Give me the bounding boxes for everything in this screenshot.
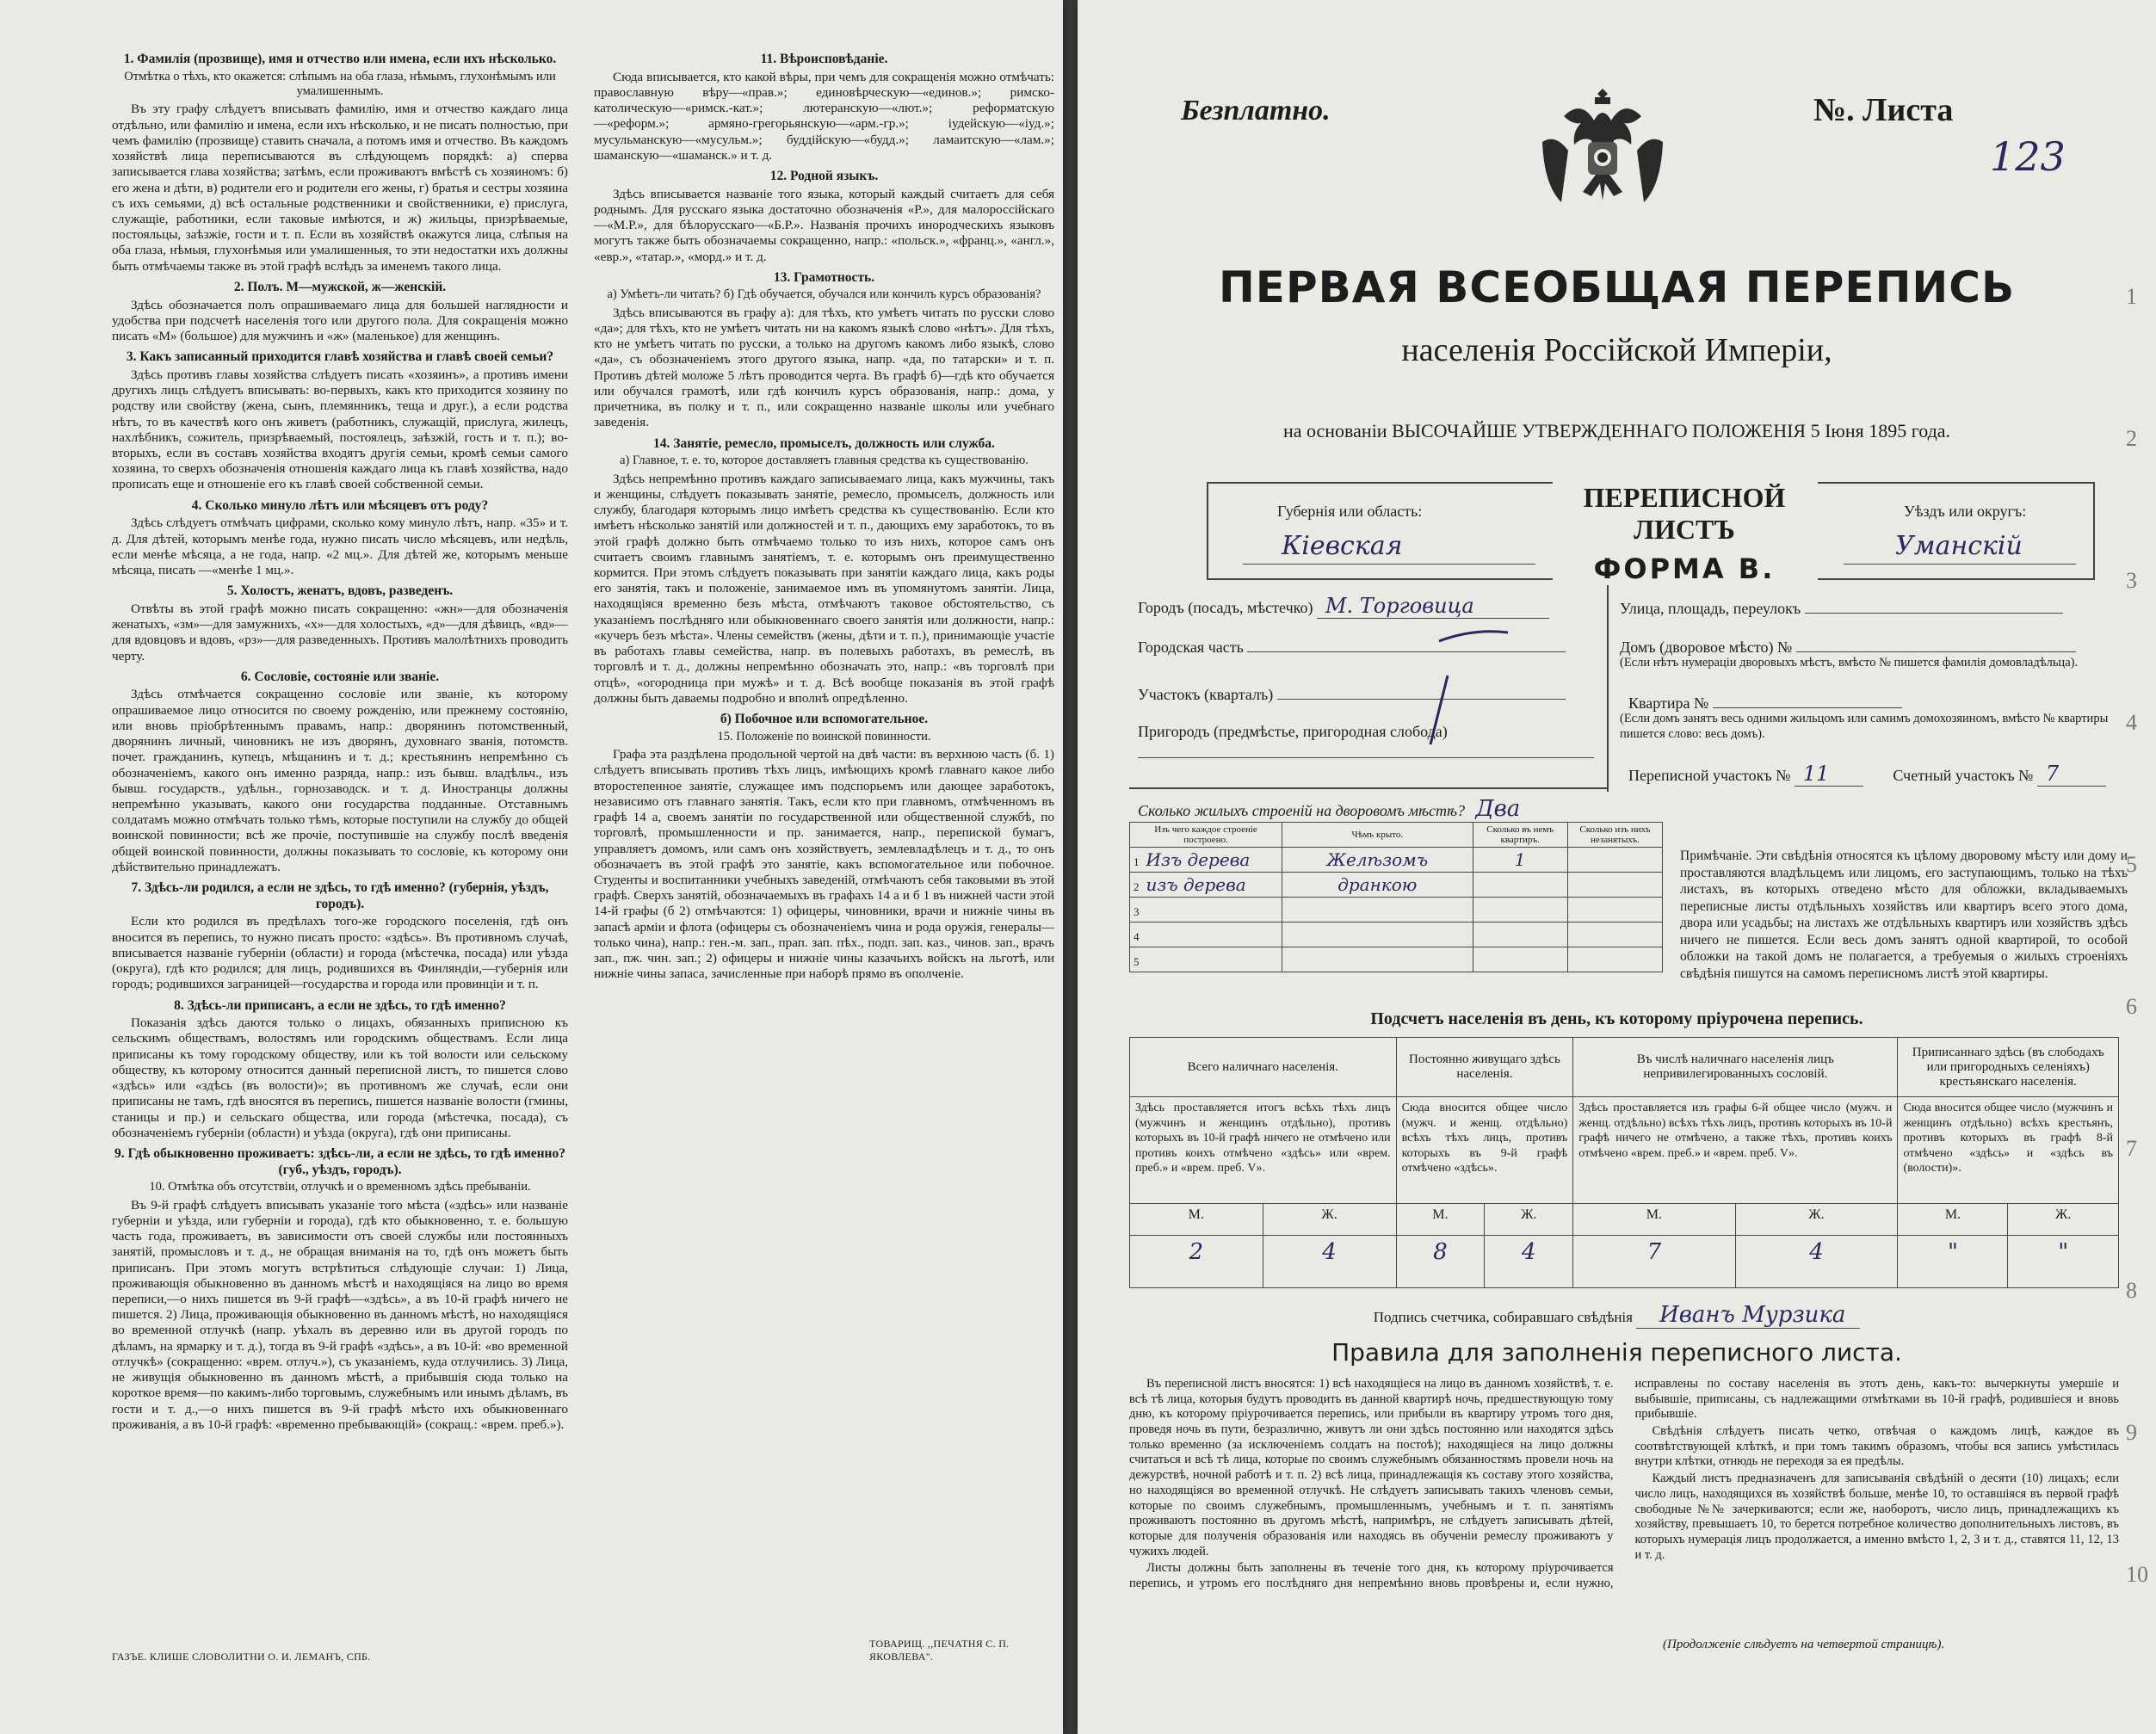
city-label: Городъ (посадъ, мѣстечко) bbox=[1138, 599, 1313, 616]
buildings-table bbox=[1129, 822, 1663, 972]
buildings-roof-field[interactable] bbox=[1282, 947, 1473, 972]
margin-row-number: 4 bbox=[2126, 710, 2137, 735]
buildings-apartments-field[interactable] bbox=[1473, 873, 1567, 898]
buildings-col-material: Изъ чего каждое строеніе построено. bbox=[1130, 823, 1282, 848]
guberniya-box bbox=[1207, 482, 1553, 580]
buildings-question-row bbox=[1138, 796, 1520, 822]
buildings-vacant-field[interactable] bbox=[1567, 873, 1662, 898]
count-column-header: Постоянно живущаго здѣсь населенія. bbox=[1396, 1038, 1573, 1097]
buildings-col-roof: Чѣмъ крыто. bbox=[1282, 823, 1473, 848]
instruction-section bbox=[112, 498, 568, 579]
buildings-apartments-field[interactable] bbox=[1473, 923, 1567, 947]
form-name: ПЕРЕПИСНОЙ ЛИСТЪ bbox=[1583, 482, 1786, 545]
instruction-body: Сюда вписывается, кто какой вѣры, при чемъ для сокращенія можно отмѣчать: православную вѣру—«прав.»; единовѣрческую—«единов.»; римско-католическую—«римск.-кат.»; лютеранскую—«лют.»; реформатскую—«реформ.»; армяно-грегорьянскую—«арм.-гр.»; іудейскую—«іуд.»; мусульманскую—«мусульм.»; буддійскую—«будд.»; ламаитскую—«лам.»; шаманскую—«шаманск.» и т. д. bbox=[594, 69, 1054, 163]
instructions-column-1 bbox=[112, 52, 568, 1438]
city-field[interactable]: М. Торговица bbox=[1325, 594, 1474, 618]
house-label: Домъ (дворовое мѣсто) № bbox=[1620, 639, 1793, 656]
rules-paragraph: Листы должны быть заполнены въ теченіе того дня, къ которому пріурочивается перепись, и утромъ его послѣдняго дня непремѣнно вновь провѣрены и, если нужно, исправлены по составу населенія въ этотъ день, какъ-то: вычеркнуты умершіе и выбывшіе, приписаны, съ надлежащими отмѣтками въ 10-й графѣ, родившіеся и вновь прибывшіе. bbox=[1129, 1377, 2119, 1590]
buildings-material-field[interactable]: Изъ дерева bbox=[1146, 849, 1251, 870]
instruction-section bbox=[112, 583, 568, 664]
guberniya-label: Губернія или область: bbox=[1277, 503, 1423, 520]
female-count-field[interactable]: " bbox=[2008, 1236, 2119, 1288]
sheet-number-value[interactable]: 123 bbox=[1990, 133, 2066, 180]
instruction-title: 14. Занятіе, ремесло, промыселъ, должность или служба. bbox=[653, 435, 995, 451]
instruction-title: 1. Фамилія (прозвище), имя и отчество или имена, если ихъ нѣсколько. bbox=[123, 52, 557, 66]
count-column-header: Приписаннаго здѣсь (въ слободахъ или пригородныхъ селеніяхъ) крестьянскаго населенія. bbox=[1898, 1038, 2119, 1097]
buildings-apartments-field[interactable] bbox=[1473, 898, 1567, 923]
instruction-subtitle: 10. Отмѣтка объ отсутствіи, отлучкѣ и о временномъ здѣсь пребываніи. bbox=[149, 1180, 531, 1194]
house-note: (Если нѣтъ нумераціи дворовыхъ мѣстъ, вмѣсто № пишется фамилія домовладѣльца). bbox=[1620, 656, 2079, 670]
rules-paragraph: Каждый листъ предназначенъ для записыванія свѣдѣній о десяти (10) лицахъ; если число лицъ, находящихся въ хозяйствѣ больше, менѣе 10, то оставшіяся въ первой графѣ свободные №№ зачеркиваются; если же, наоборотъ, число лицъ, принадлежащихъ къ хозяйству, превышаетъ 10, то берется потребное количество дополнительныхъ листовъ, въ которыхъ нумерація лицъ продолжается, а именно вмѣсто 1, 2, 3 и т. д., ставятся 11, 12, 13 и т. д. bbox=[1634, 1472, 2119, 1562]
buildings-roof-field[interactable] bbox=[1282, 923, 1473, 947]
free-label: Безплатно. bbox=[1181, 95, 1331, 127]
double-headed-eagle-crest-icon bbox=[1538, 82, 1667, 219]
margin-row-number: 5 bbox=[2126, 852, 2137, 877]
female-count-field[interactable]: 4 bbox=[1485, 1236, 1573, 1288]
buildings-vacant-field[interactable] bbox=[1567, 947, 1662, 972]
instruction-section bbox=[594, 270, 1054, 431]
buildings-row-number: 5 bbox=[1134, 955, 1140, 968]
census-district-label: Переписной участокъ № bbox=[1628, 767, 1791, 784]
count-column-header: Въ числѣ наличнаго населенія лицъ непривилегированныхъ сословій. bbox=[1573, 1038, 1898, 1097]
instruction-body: Графа эта раздѣлена продольной чертой на двѣ части: въ верхнюю часть (б. 1) слѣдуетъ вписывать противъ тѣхъ лицъ, имѣющихъ кромѣ главнаго какое либо второстепенное занятіе, служащее имъ подспорьемъ или дающее заработокъ, независимо отъ главнаго занятія. Такъ, если кто при главномъ, отмѣченномъ въ графѣ 14 а, своемъ занятіи по государственной или общественной службѣ, по торговлѣ, промышленности и пр. занимается, напр., перепиской бумагъ, управляетъ домомъ, или самъ онъ хозяйствуетъ, землевладѣлецъ и т. д., то онъ обозначаетъ въ этой графѣ это занятіе, какъ вспомогательное или побочное. Студенты и воспитанники учебныхъ заведеній, отмѣчаютъ себя таковыми въ этой графѣ. Сверхъ занятій, обозначаемыхъ въ графахъ 14 а и б 1 въ нижней части этой 14-й графы (б 2) отмѣчаются: 1) офицеры, чиновники, врачи и нижніе чины въ запасѣ арміи и флота (офицеры съ обозначеніемъ чина и рода оружія, генералы—только чина), напр.: ген.-м. зап., прап. зап. пѣх., подп. зап. каз., чинов. зап., врачъ зап., пж. чин. зап.; 2) офицеры и нижніе чины казачьихъ войскъ на льготѣ, или нижніе чины запаса, зачисленные при наборѣ прямо въ ополченіе. bbox=[594, 747, 1054, 982]
instruction-section bbox=[112, 280, 568, 344]
count-district-label: Счетный участокъ № bbox=[1893, 767, 2034, 784]
male-header: М. bbox=[1130, 1204, 1263, 1236]
printer-footer-left: ГАЗЪЕ. КЛИШЕ СЛОВОЛИТНИ О. И. ЛЕМАНЪ, СПБ. bbox=[112, 1651, 371, 1663]
instruction-title: 4. Сколько минуло лѣтъ или мѣсяцевъ отъ роду? bbox=[191, 497, 489, 513]
instruction-body: Отвѣты въ этой графѣ можно писать сокращенно: «жн»—для обозначенія женатыхъ, «зм»—для замужнихъ, «х»—для холостыхъ, «д»—для дѣвицъ, «вд»—для вдовцовъ и вдовъ, «рз»—для разведенныхъ. Противъ малолѣтнихъ проводить черту. bbox=[112, 601, 568, 663]
count-column-description: Здѣсь проставляется изъ графы 6-й общее число (мужч. и женщ. отдѣльно) всѣхъ тѣхъ лицъ, противъ которыхъ въ 10-й графѣ ничего не отмѣчено, а также тѣхъ, противъ коихъ отмѣчено «врем. преб.» и «врем. преб. V». bbox=[1573, 1097, 1898, 1204]
instruction-section bbox=[112, 998, 568, 1141]
margin-row-number: 1 bbox=[2126, 284, 2137, 309]
district-label: Участокъ (кварталъ) bbox=[1138, 686, 1274, 703]
instruction-body: Здѣсь обозначается полъ опрашиваемаго лица для большей наглядности и удобства при подсчетѣ населенія того или другого пола. Для сокращенія можно писать «М» (большое) для мужчинъ и «ж» (маленькое) для женщинъ. bbox=[112, 297, 568, 344]
uezd-field[interactable]: Уманскій bbox=[1895, 531, 2023, 561]
buildings-roof-field[interactable] bbox=[1282, 898, 1473, 923]
instructions-column-2 bbox=[594, 52, 1054, 988]
instruction-section bbox=[112, 52, 568, 275]
male-count-field[interactable]: 8 bbox=[1396, 1236, 1485, 1288]
guberniya-field[interactable]: Кіевская bbox=[1282, 531, 1403, 561]
instruction-section bbox=[112, 670, 568, 875]
margin-row-number: 6 bbox=[2126, 994, 2137, 1019]
buildings-row bbox=[1130, 923, 1663, 947]
margin-row-number: 7 bbox=[2126, 1136, 2137, 1161]
margin-row-number: 3 bbox=[2126, 568, 2137, 593]
instruction-title: 7. Здѣсь-ли родился, а если не здѣсь, то гдѣ именно? (губернія, уѣздъ, городъ). bbox=[131, 880, 549, 911]
male-count-field[interactable]: " bbox=[1898, 1236, 2008, 1288]
buildings-material-field[interactable]: изъ дерева bbox=[1146, 874, 1246, 895]
instruction-body: Показанія здѣсь даются только о лицахъ, обязанныхъ приписною къ сельскимъ обществамъ, волостямъ или городскимъ обществамъ. Если лица приписаны къ тому городскому обществу, или къ той волости или сельскому обществу, къ которому относится данный переписной листъ, то пишется слово «здѣсь» или «здѣсь (въ волости)»; въ противномъ же случаѣ, если они приписаны не тамъ, гдѣ вносятся въ перепись, пишется названіе волости (гмины, станицы и пр.) и сельскаго общества, или города (мѣстечка, посада), съ обозначеніемъ губерніи (области) и уѣзда (округа), гдѣ они приписаны. bbox=[112, 1015, 568, 1140]
continued-note: (Продолженіе слѣдуетъ на четвертой страницѣ). bbox=[1663, 1638, 1945, 1651]
buildings-row-number: 4 bbox=[1134, 930, 1140, 943]
apartment-row bbox=[1628, 688, 1902, 713]
form-code: ФОРМА В. bbox=[1593, 552, 1776, 585]
buildings-roof-field[interactable]: дранкою bbox=[1282, 873, 1473, 898]
margin-row-number: 9 bbox=[2126, 1420, 2137, 1445]
rules-paragraph: Свѣдѣнія слѣдуетъ писать четко, отвѣчая о каждомъ лицѣ, каждое въ соотвѣтствующей клѣткѣ, и при томъ такимъ образомъ, чтобы вся запись умѣстилась внутри клѣтки, отнюдь не переходя за ея предѣлы. bbox=[1634, 1424, 2119, 1469]
count-district-field[interactable]: 7 bbox=[2045, 762, 2060, 786]
female-header: Ж. bbox=[1263, 1204, 1396, 1236]
female-header: Ж. bbox=[1485, 1204, 1573, 1236]
buildings-col-vacant: Сколько изъ нихъ незанятыхъ. bbox=[1567, 823, 1662, 848]
male-count-field[interactable]: 7 bbox=[1573, 1236, 1735, 1288]
instruction-title: 2. Полъ. М—мужской, ж—женскій. bbox=[233, 279, 447, 294]
census-district-field[interactable]: 11 bbox=[1802, 762, 1830, 786]
signature-label: Подпись счетчика, собиравшаго свѣдѣнія bbox=[1373, 1309, 1633, 1325]
instruction-body: Здѣсь отмѣчается сокращенно сословіе или званіе, къ которому опрашиваемое лицо относится по своему рожденію, или прежнему состоянію, или вновь пріобрѣтеннымъ правамъ, напр.: дворянинъ потомственный, дворянинъ личный, чиновникъ не изъ дворянъ, духовнаго званія, потомств. почет. гражданинъ, купецъ, мѣщанинъ и т. д.; крестьянинъ непремѣнно съ обозначеніемъ, какого онъ именно разряда, напр.: изъ бывш. владѣльч., изъ бывш. государств., удѣльн., горнозаводск. и т. д. Иностранцы должны непремѣнно указывать, какого они государства подданные. Отставнымъ солдатамъ можно отмѣчать только тѣмъ, которые поступили на службу до общей воинской повинности; всѣ же прочіе, поступившіе на службу послѣ введенія общей воинской повинности, должны показывать то сословіе, къ которому они дѣйствительно принадлежатъ. bbox=[112, 687, 568, 874]
buildings-apartments-field[interactable]: 1 bbox=[1473, 848, 1567, 873]
census-district-row bbox=[1628, 762, 2106, 787]
buildings-question: Сколько жилыхъ строеній на дворовомъ мѣстѣ? bbox=[1138, 802, 1465, 819]
male-count-field[interactable]: 2 bbox=[1130, 1236, 1263, 1288]
female-header: Ж. bbox=[1735, 1204, 1898, 1236]
count-column-header: Всего наличнаго населенія. bbox=[1130, 1038, 1397, 1097]
instruction-body: Въ эту графу слѣдуетъ вписывать фамилію, имя и отчество каждаго лица отдѣльно, или фамилію и имена, если ихъ нѣсколько, и не писать полностью, при чемъ фамилію (прозвище) ставить сначала, а потомъ имя и отчество. Въ каждомъ хозяйствѣ лица переписываются въ слѣдующемъ порядкѣ: а) сперва записывается глава хозяйства; затѣмъ, если проживаютъ вмѣстѣ съ хозяиномъ: б) его жена и дѣти, в) родители его и родители его жены, г) братья и сестры хозяина съ ихъ семьями, д) всѣ остальные родственники и свойственники, е) прислуга, служащіе, работники, если таковые имѣются, и ж) жильцы, призрѣваемые, постояльцы, заѣзжіе, гости и т. п. Если въ хозяйствѣ окажутся лица, слѣпыя на оба глаза, нѣмыя, глухонѣмыя или умалишенныя, то эти недостатки ихъ должны быть отмѣчаемы также въ этой графѣ вслѣдъ за именемъ такого лица. bbox=[112, 102, 568, 274]
margin-row-number: 10 bbox=[2126, 1562, 2148, 1587]
address-bottom-rule bbox=[1129, 787, 1607, 789]
buildings-row-number: 1 bbox=[1134, 855, 1140, 868]
buildings-row bbox=[1130, 947, 1663, 972]
buildings-row bbox=[1130, 848, 1663, 873]
instruction-subtitle: а) Главное, т. е. то, которое доставляетъ главныя средства къ существованію. bbox=[620, 454, 1029, 468]
census-form-page bbox=[1078, 0, 2156, 1734]
census-subtitle: населенія Россійской Имперіи, bbox=[1401, 332, 1832, 368]
left-page bbox=[0, 0, 1063, 1734]
printer-footer-right: ТОВАРИЩ. ,,ПЕЧАТНЯ С. П. ЯКОВЛЕВА". bbox=[869, 1638, 1010, 1663]
buildings-roof-field[interactable]: Желѣзомъ bbox=[1282, 848, 1473, 873]
population-count-table bbox=[1129, 1037, 2119, 1288]
census-title: ПЕРВАЯ ВСЕОБЩАЯ ПЕРЕПИСЬ bbox=[1218, 262, 2016, 312]
suburb-field[interactable] bbox=[1138, 757, 1594, 758]
buildings-apartments-field[interactable] bbox=[1473, 947, 1567, 972]
buildings-col-apartments: Сколько въ немъ квартиръ. bbox=[1473, 823, 1567, 848]
address-divider bbox=[1607, 585, 1609, 792]
instruction-section bbox=[112, 1146, 568, 1433]
buildings-answer[interactable]: Два bbox=[1475, 796, 1521, 822]
apartment-field[interactable] bbox=[1713, 688, 1902, 708]
instruction-body: Здѣсь противъ главы хозяйства слѣдуетъ писать «хозяинъ», а противъ имени другихъ лицъ слѣдуетъ вписывать: во-первыхъ, какъ кто приходится хозяину по родству или свойству (жена, сынъ, племянникъ, теща и друг.), а если родства нѣтъ, то въ качествѣ кого онъ живетъ (работникъ, служащій, прислуга, жилецъ, нахлѣбникъ, сожитель, призрѣваемый, постоялецъ, заѣзжій, гость и т. п.); во-вторыхъ, если въ составъ хозяйства входятъ другія семьи, кромѣ семьи самого хозяина, то сверхъ обозначенія отношенія каждаго лица къ главѣ хозяйства, надо прописать еще и отношеніе его къ главѣ своей собственной семьи. bbox=[112, 367, 568, 492]
uezd-label: Уѣздъ или округъ: bbox=[1904, 503, 2027, 520]
instruction-body: Въ 9-й графѣ слѣдуетъ вписывать указаніе того мѣста («здѣсь» или названіе губерніи и уѣзда, или губерніи и города), гдѣ кто обыкновенно, т. е. большую часть года, проживаетъ, въ зависимости отъ своей службы или постоянныхъ занятій, промысловъ и т. д., не обращая вниманія на то, гдѣ онъ можетъ быть приписанъ. При этомъ могутъ встрѣтиться слѣдующіе случаи: 1) Лица, проживающія обыкновенно въ данномъ мѣстѣ и находящіяся на лицо во время переписи,—о нихъ пишется въ 9-й графѣ—«здѣсь», а въ 10-й графѣ ничего не пишется. 2) Лица, проживающія обыкновенно въ данномъ мѣстѣ, но находящіяся во временной отлучкѣ (напр. уѣхалъ въ деревню или въ другой городъ по дѣламъ, на ярмарку и т. д.), тогда въ 9-й графѣ «здѣсь», а въ 10-й: «во временной отлучкѣ» (сокращенно: «врем. отлуч.»), съ указаніемъ, куда отлучились. 3) Лица, не живущія обыкновенно въ данномъ мѣстѣ, а прибывшія сюда только на короткое время—по какимъ-либо торговымъ, служебнымъ или инымъ дѣламъ, въ гости и т. д.,—о нихъ пишется въ 9-й графѣ мѣсто ихъ обыкновеннаго проживанія, а въ 10-й графѣ: «временно пребывающій» (сокращ.: «врем. преб.»). bbox=[112, 1197, 568, 1432]
count-column-description: Сюда вносится общее число (мужчинъ и женщинъ отдѣльно) всѣхъ крестьянъ, противъ которыхъ въ графѣ 8-й отмѣчено «здѣсь» и «здѣсь въ (волости)». bbox=[1898, 1097, 2119, 1204]
buildings-note: Примѣчаніе. Эти свѣдѣнія относятся къ цѣлому дворовому мѣсту или дому и проставляются владѣльцемъ или лицомъ, его заступающимъ, только на тѣхъ листахъ, въ которыхъ отведено мѣсто для обложки, вкладываемыхъ переписные листы отдѣльныхъ хозяйствъ или квартиръ всего этого дома, двора или усадьбы; на листахъ же отдѣльныхъ квартиръ или хозяйствъ здѣсь ничего не пишется. Если весь домъ занятъ одной квартирой, то особой обложки на такой домъ не полагается, а требуемыя о жилыхъ строеніяхъ свѣдѣнія пишутся на самомъ переписномъ листѣ этой квартиры. bbox=[1680, 848, 2128, 981]
uezd-box bbox=[1818, 482, 2095, 580]
instruction-body: Здѣсь слѣдуетъ отмѣчать цифрами, сколько кому минуло лѣтъ, напр. «35» и т. д. Для дѣтей, которымъ менѣе года, нужно писать число мѣсяцевъ, или недѣль, если менѣе мѣсяца, а не года, напр. «2 мц.». Для дѣтей же, которымъ меньше мѣсяца, писать —«менѣе 1 мц.». bbox=[112, 515, 568, 578]
instruction-subtitle: а) Умѣетъ-ли читать? б) Гдѣ обучается, обучался или кончилъ курсъ образованія? bbox=[607, 287, 1041, 302]
instruction-section bbox=[112, 880, 568, 992]
house-row bbox=[1620, 633, 2076, 657]
buildings-vacant-field[interactable] bbox=[1567, 898, 1662, 923]
female-count-field[interactable]: 4 bbox=[1263, 1236, 1396, 1288]
margin-row-number: 8 bbox=[2126, 1278, 2137, 1303]
instruction-section bbox=[594, 712, 1054, 983]
instruction-title: 13. Грамотность. bbox=[773, 269, 875, 285]
instruction-subtitle: Отмѣтка о тѣхъ, кто окажется: слѣпымъ на оба глаза, нѣмымъ, глухонѣмымъ или умалишеннымъ. bbox=[124, 69, 556, 98]
sheet-number-label: №. Листа bbox=[1813, 92, 1954, 128]
house-field[interactable] bbox=[1796, 633, 2076, 652]
signature-row bbox=[1078, 1302, 2156, 1329]
form-name-block bbox=[1560, 482, 1809, 585]
margin-row-number: 2 bbox=[2126, 426, 2137, 451]
rules-title: Правила для заполненія переписного листа. bbox=[1331, 1338, 1902, 1367]
buildings-vacant-field[interactable] bbox=[1567, 848, 1662, 873]
instruction-section bbox=[594, 169, 1054, 265]
street-field[interactable] bbox=[1805, 594, 2063, 614]
buildings-vacant-field[interactable] bbox=[1567, 923, 1662, 947]
instruction-title: б) Побочное или вспомогательное. bbox=[720, 712, 929, 727]
instruction-title: 5. Холостъ, женатъ, вдовъ, разведенъ. bbox=[226, 583, 454, 599]
male-header: М. bbox=[1898, 1204, 2008, 1236]
count-column-description: Здѣсь проставляется итогъ всѣхъ тѣхъ лицъ (мужчинъ и женщинъ отдѣльно), противъ которыхъ въ 10-й графѣ ничего не отмѣчено или противъ коихъ отмѣчено «здѣсь» или «врем. преб.» и «врем. преб. V». bbox=[1130, 1097, 1397, 1204]
instruction-body: Здѣсь вписываются въ графу а): для тѣхъ, кто умѣетъ читать по русски слово «да»; для тѣхъ, кто не умѣетъ читать ни на какомъ языкѣ слово «нѣтъ». Для тѣхъ, кто не умѣетъ читать по русски, а только на другомъ какомъ либо языкѣ, слово «да», съ обозначеніемъ этого другого языка, напр. «да, по татарски» и т. п. Противъ дѣтей моложе 5 лѣтъ проводится черта. Въ графѣ б)—гдѣ кто обучается или обучался грамотѣ, или гдѣ кончилъ курсъ образованія, напр.: дома, у причетника, въ полку и т. п., или сокращенно названіе школы или учебнаго заведенія. bbox=[594, 305, 1054, 430]
count-title: Подсчетъ населенія въ день, къ которому пріурочена перепись. bbox=[1370, 1009, 1863, 1028]
apartment-note: (Если домъ занятъ весь одними жильцомъ или самимъ домохозяиномъ, вмѣсто № квартиры пишется слово: весь домъ). bbox=[1620, 712, 2109, 742]
instruction-section bbox=[594, 436, 1054, 707]
male-header: М. bbox=[1573, 1204, 1735, 1236]
city-part-label: Городская часть bbox=[1138, 639, 1244, 656]
instruction-body: Здѣсь непремѣнно противъ каждаго записываемаго лица, какъ мужчины, такъ и женщины, слѣдуетъ показывать занятіе, ремесло, промыселъ, должность или службу, благодаря которымъ лицо имѣетъ средства къ существованію. Если кто имѣетъ нѣсколько занятій или должностей и т. п., дающихъ ему заработокъ, то въ этой графѣ должно быть отмѣчаемо только то изъ нихъ, которое самъ онъ считаетъ своимъ главнымъ занятіемъ, т. е. которымъ онъ преимущественно кормится. При этомъ слѣдуетъ показывать при занятіи каждаго лица, какъ роды его занятія, такъ и положеніе, занимаемое имъ въ упомянутомъ занятіи. Лица, находящіяся временно безъ мѣста, отмѣчаютъ таковое обстоятельство, съ указаніемъ послѣдняго или обыкновеннаго своего занятія или должности, напр.: «кучеръ безъ мѣста». Члены семействъ (жены, дѣти и т. п.), принимающіе участіе въ работахъ главы семейства, напр. въ полевыхъ работахъ, въ ремеслѣ, въ торговлѣ и т. д., должны непремѣнно обозначать это, напр.: «въ торговлѣ при отцѣ», «огородница при мужѣ» и т. д. Всѣ вообще показанія въ этой графѣ должны быть даваемы подробно и вполнѣ опредѣленно. bbox=[594, 471, 1054, 706]
street-label: Улица, площадь, переулокъ bbox=[1620, 600, 1801, 617]
apartment-label: Квартира № bbox=[1628, 694, 1709, 712]
instruction-title: 11. Вѣроисповѣданіе. bbox=[760, 52, 888, 66]
street-row bbox=[1620, 594, 2063, 618]
census-legal-basis: на основаніи ВЫСОЧАЙШЕ УТВЕРЖДЕННАГО ПОЛОЖЕНІЯ 5 Іюня 1895 года. bbox=[1282, 420, 1951, 441]
instruction-title: 3. Какъ записанный приходится главѣ хозяйства и главѣ своей семьи? bbox=[126, 349, 554, 365]
count-column-description: Сюда вносится общее число (мужч. и женщ. отдѣльно) всѣхъ тѣхъ лицъ, противъ которыхъ въ 9-й графѣ отмѣчено «здѣсь». bbox=[1396, 1097, 1573, 1204]
rules-paragraph: Въ переписной листъ вносятся: 1) всѣ находящіеся на лицо въ данномъ хозяйствѣ, т. е. всѣ тѣ лица, которыя будутъ проводить въ данной квартирѣ ночь, предшествующую тому дню, къ которому пріурочивается перепись, или прибыли въ квартиру утромъ того дня, проведя ночь въ пути, безразлично, живутъ ли они здѣсь постоянно или находятся здѣсь только временно (за исключеніемъ солдатъ на постоѣ); находящіеся на лицо должны считаться и всѣ тѣ лица, которые по своимъ служебнымъ обязанностямъ провели ночь на дежурствѣ, ночной работѣ и т. п. 2) всѣ лица, принадлежащія къ составу этого хозяйства, но находящіяся во временной отлучкѣ. Не слѣдуетъ записывать такихъ членовъ семьи, которые по своимъ служебнымъ, промышленнымъ, учебнымъ и т. п. занятіямъ проживаютъ постоянно въ другомъ мѣстѣ, напримѣръ, не слѣдуетъ записывать дѣтей, которые для полученія образованія или находясь въ обученіи ремеслу проживаютъ у чужихъ людей. bbox=[1129, 1377, 1614, 1558]
instruction-title: 8. Здѣсь-ли приписанъ, а если не здѣсь, то гдѣ именно? bbox=[174, 997, 506, 1013]
buildings-row-number: 3 bbox=[1134, 905, 1140, 918]
instruction-title: 12. Родной языкъ. bbox=[769, 169, 879, 183]
buildings-row-number: 2 bbox=[1134, 880, 1140, 893]
male-header: М. bbox=[1396, 1204, 1485, 1236]
empty-field-strikethrough bbox=[1276, 615, 1577, 753]
instruction-title: 9. Гдѣ обыкновенно проживаетъ: здѣсь-ли, а если не здѣсь, то гдѣ именно? (губ., уѣздъ, городъ). bbox=[114, 1146, 565, 1177]
instruction-section bbox=[594, 52, 1054, 164]
suburb-label: Пригородъ (предмѣстье, пригородная слобода) bbox=[1138, 723, 1448, 740]
buildings-row bbox=[1130, 873, 1663, 898]
signature-field[interactable]: Иванъ Мурзика bbox=[1659, 1302, 1846, 1328]
rules-text bbox=[1129, 1377, 2119, 1592]
female-count-field[interactable]: 4 bbox=[1735, 1236, 1898, 1288]
female-header: Ж. bbox=[2008, 1204, 2119, 1236]
instruction-body: Здѣсь вписывается названіе того языка, который каждый считаетъ для себя роднымъ. Для русскаго языка достаточно обозначенія «Р.», для малороссійскаго—«М.Р.», для бѣлорусскаго—«Б.Р.». Названія прочихъ инородческихъ языковъ могутъ также быть обозначаемы сокращенно, напр.: «польск.», «франц.», «англ.», «евр.», «татар.», «морд.» и т. д. bbox=[594, 186, 1054, 264]
instruction-subtitle: 15. Положеніе по воинской повинности. bbox=[717, 729, 931, 744]
instruction-section bbox=[112, 349, 568, 492]
instruction-title: 6. Сословіе, состояніе или званіе. bbox=[240, 669, 440, 684]
instruction-body: Если кто родился въ предѣлахъ того-же городского поселенія, гдѣ онъ вносится въ перепись, то нужно писать просто: «здѣсь». Въ противномъ случаѣ, вписывается названіе губерніи (области) и города (мѣстечка, посада) или уѣзда (округа), гдѣ кто родился; для лицъ, родившихся въ Финляндіи,—губернія или городъ; родившихся заграницей—государства и города или провинціи и т. п. bbox=[112, 914, 568, 992]
buildings-row bbox=[1130, 898, 1663, 923]
